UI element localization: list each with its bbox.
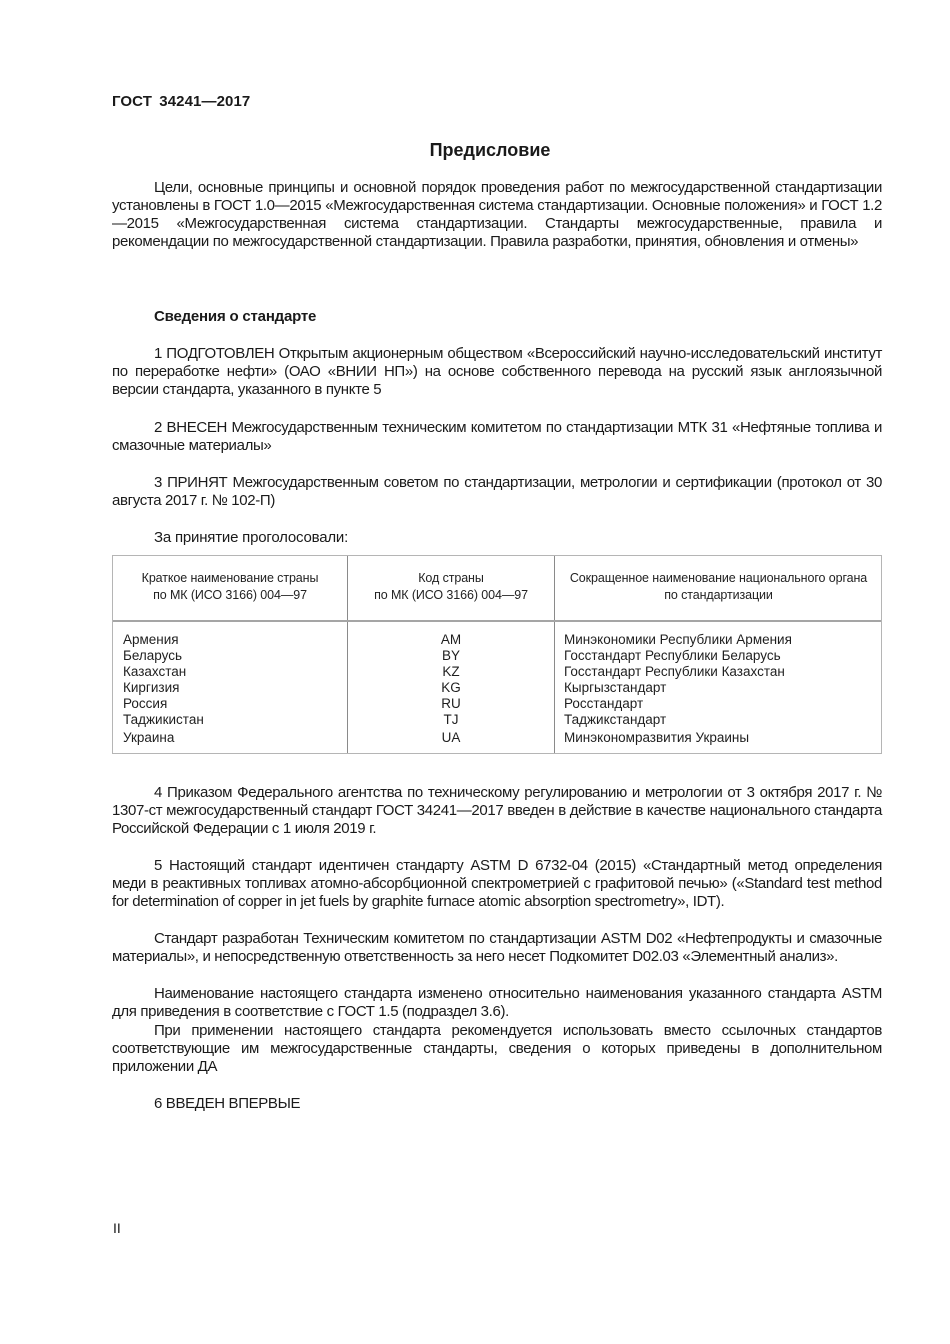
table-cell-country: Казахстан (123, 664, 187, 679)
item-5-reference-note: При применении настоящего стандарта рекомендуется использовать вместо ссылочных стандартов соответствующие им межгосударственные стандарты, сведения о которых приведены в дополнительном приложении ДА (112, 1022, 882, 1075)
item-4-order: 4 Приказом Федерального агентства по техническому регулированию и метрологии от 3 октября 2017 г. № 1307-ст межгосударственный стандарт ГОСТ 34241—2017 введен в действие в качестве национального стандарта Российской Федерации с 1 июля 2019 г. (112, 784, 882, 837)
intro-paragraph: Цели, основные принципы и основной порядок проведения работ по межгосударственной стандартизации установлены в ГОСТ 1.0—2015 «Межгосударственная система стандартизации. Основные положения» и ГОСТ 1.2—2015 «Межгосударственная система стандартизации. Стандарты межгосударственные, правила и рекомендации по межгосударственной стандартизации. Правила разработки, принятия, обновления и отмены» (112, 179, 882, 250)
table-cell-code: AM (440, 632, 462, 647)
country-column (123, 632, 204, 746)
table-cell-national-body: Госстандарт Республики Беларусь (564, 648, 781, 663)
header-line: Краткое наименование страны (141, 571, 319, 585)
header-line: по МК (ИСО 3166) 004—97 (374, 588, 528, 602)
page-title: Предисловие (429, 140, 551, 160)
table-cell-country: Таджикистан (123, 712, 204, 727)
page-number: II (113, 1220, 121, 1236)
header-line: Сокращенное наименование национального органа (569, 571, 868, 585)
header-line: Код страны (418, 571, 484, 585)
table-cell-national-body: Госстандарт Республики Казахстан (564, 664, 785, 679)
table-cell-country: Киргизия (123, 680, 180, 695)
table-cell-country: Россия (123, 696, 168, 711)
standard-code-header: ГОСТ 34241—2017 (112, 93, 251, 110)
table-header-national-body (555, 570, 882, 604)
table-cell-country: Армения (123, 632, 179, 647)
table-cell-country: Беларусь (123, 648, 183, 663)
table-cell-national-body: Минэкономразвития Украины (564, 730, 750, 745)
table-cell-national-body: Таджикстандарт (564, 712, 667, 727)
table-header-country (113, 570, 347, 604)
national-body-column (564, 632, 792, 746)
table-cell-national-body: Минэкономики Республики Армения (564, 632, 792, 647)
table-cell-code: TJ (443, 712, 459, 727)
table-cell-country: Украина (123, 730, 175, 745)
item-6-first-introduced: 6 ВВЕДЕН ВПЕРВЫЕ (154, 1095, 301, 1112)
table-cell-code: KZ (442, 664, 460, 679)
item-2-submitted: 2 ВНЕСЕН Межгосударственным техническим комитетом по стандартизации МТК 31 «Нефтяные топлива и смазочные материалы» (112, 419, 882, 454)
item-3-adopted: 3 ПРИНЯТ Межгосударственным советом по стандартизации, метрологии и сертификации (протокол от 30 августа 2017 г. № 102-П) (112, 474, 882, 509)
table-cell-national-body: Кыргызстандарт (564, 680, 667, 695)
item-5-identical: 5 Настоящий стандарт идентичен стандарту ASTM D 6732-04 (2015) «Стандартный метод определения меди в реактивных топливах атомно-абсорбционной спектрометрией с графитовой печью» («Standard test method for determination of copper in jet fuels by graphite furnace atomic absorption spectrometry», IDT). (112, 857, 882, 910)
table-cell-code: RU (441, 696, 461, 711)
table-cell-code: BY (441, 648, 460, 663)
item-5-name-change: Наименование настоящего стандарта изменено относительно наименования указанного стандарта ASTM для приведения в соответствие с ГОСТ 1.5 (подраздел 3.6). (112, 985, 882, 1020)
table-cell-national-body: Росстандарт (564, 696, 644, 711)
table-cell-code: UA (441, 730, 461, 745)
vote-label: За принятие проголосовали: (154, 529, 349, 546)
code-column (348, 632, 554, 746)
section-heading: Сведения о стандарте (154, 308, 317, 325)
table-cell-code: KG (441, 680, 461, 695)
voting-countries-table (112, 555, 882, 754)
item-1-prepared: 1 ПОДГОТОВЛЕН Открытым акционерным обществом «Всероссийский научно-исследовательский институт по переработке нефти» (ОАО «ВНИИ НП») на основе собственного перевода на русский язык англоязычной версии стандарта, указанного в пункте 5 (112, 345, 882, 398)
table-header-code (348, 570, 554, 604)
item-5-developer: Стандарт разработан Техническим комитетом по стандартизации ASTM D02 «Нефтепродукты и смазочные материалы», и непосредственную ответственность за него несет Подкомитет D02.03 «Элементный анализ». (112, 930, 882, 965)
header-line: по стандартизации (664, 588, 773, 602)
header-divider (113, 620, 881, 622)
header-line: по МК (ИСО 3166) 004—97 (153, 588, 307, 602)
